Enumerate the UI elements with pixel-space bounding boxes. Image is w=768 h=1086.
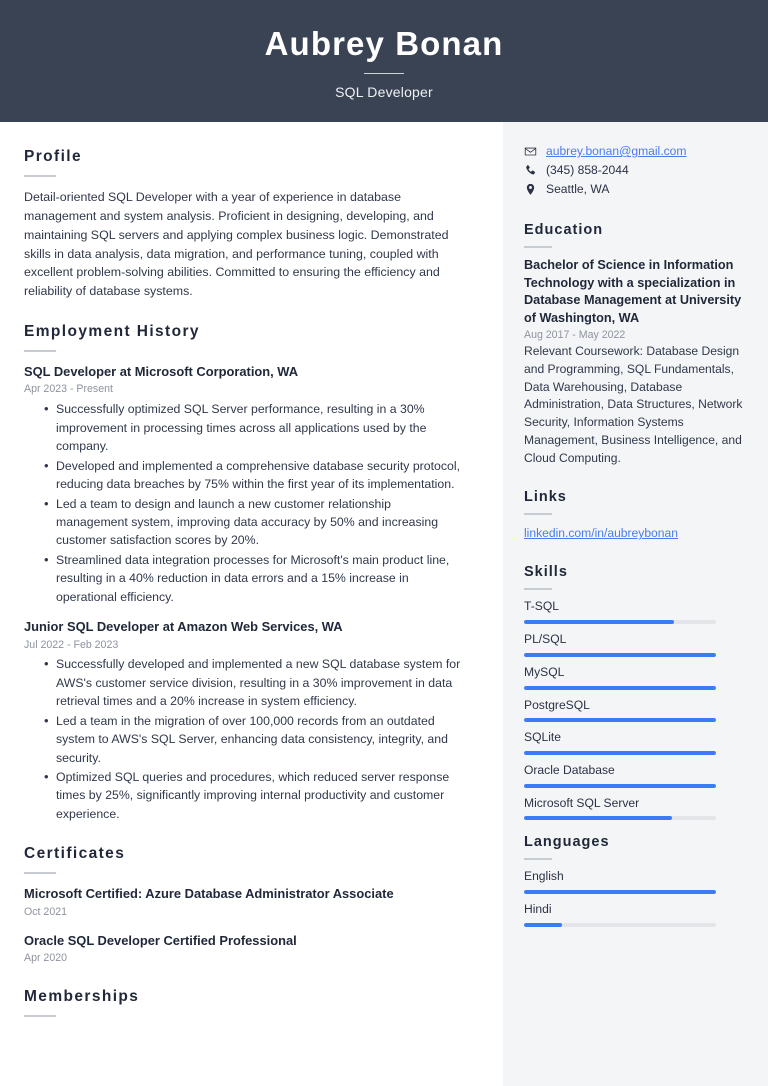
page-title: Aubrey Bonan [264, 24, 504, 62]
languages-heading-divider [524, 858, 552, 860]
section-languages [524, 834, 746, 926]
certificate-title: Microsoft Certified: Azure Database Administrator Associate [24, 886, 394, 902]
education-heading-divider [524, 246, 552, 248]
employment-entry-bullets [24, 655, 465, 823]
language-bar-track [524, 923, 716, 927]
contact-list [524, 144, 746, 196]
main-column [0, 122, 503, 1086]
list-item: • Successfully developed and implemented a new SQL database system for AWS's customer service division, resulting in a 30% improvement in data retrieval times and a 20% increase in system efficiency. [44, 655, 465, 710]
certificates-heading: Certificates [24, 845, 126, 863]
certificates-heading-divider [24, 872, 56, 874]
language-label: Hindi [524, 902, 552, 917]
employment-entry-title: Junior SQL Developer at Amazon Web Services, WA [24, 619, 343, 635]
sidebar-column [503, 122, 768, 1086]
language-bar-track [524, 890, 716, 894]
skills-heading: Skills [524, 564, 568, 581]
section-certificates [24, 845, 465, 966]
certificate-entry [24, 932, 465, 966]
location-value: Seattle, WA [546, 182, 610, 196]
envelope-icon [524, 145, 537, 158]
skill-label: Oracle Database [524, 763, 615, 778]
employment-entry-date: Apr 2023 - Present [24, 383, 113, 396]
skill-item [524, 665, 746, 690]
employment-entry-title: SQL Developer at Microsoft Corporation, WA [24, 364, 299, 380]
skills-heading-divider [524, 588, 552, 590]
header-job-title: SQL Developer [335, 84, 433, 101]
employment-entry-bullets [24, 400, 465, 606]
header-divider [364, 73, 404, 74]
skill-label: MySQL [524, 664, 565, 679]
skill-label: SQLite [524, 730, 561, 745]
language-item [524, 902, 746, 927]
resume-body [0, 122, 768, 1086]
skill-label: PL/SQL [524, 632, 567, 647]
skill-label: Microsoft SQL Server [524, 795, 640, 810]
skill-bar-track [524, 718, 716, 722]
phone-icon [524, 164, 537, 177]
employment-heading: Employment History [24, 323, 200, 341]
certificate-title: Oracle SQL Developer Certified Professional [24, 932, 297, 948]
memberships-heading-divider [24, 1015, 56, 1017]
linkedin-link[interactable]: linkedin.com/in/aubreybonan [524, 526, 678, 541]
employment-entry [24, 363, 465, 606]
skill-bar-track [524, 816, 716, 820]
profile-text: Detail-oriented SQL Developer with a year of experience in database management and system analysis. Proficient in designing, developing, and maintaining SQL servers and applying complex business logic. Demonstrated skills in data analysis, data migration, and performance tuning, coupled with excellent problem-solving abilities. Committed to ensuring the efficiency and reliability of database systems. [24, 190, 449, 299]
employment-entry-date: Jul 2022 - Feb 2023 [24, 638, 119, 651]
employment-entry [24, 618, 465, 823]
contact-phone [524, 163, 746, 177]
skill-bar-fill [524, 718, 716, 722]
skill-bar-track [524, 751, 716, 755]
list-item: • Led a team in the migration of over 100,000 records from an outdated system to AWS's SQL Server, enhancing data consistency, integrity, and security. [44, 712, 465, 767]
links-heading-divider [524, 513, 552, 515]
location-pin-icon [524, 183, 537, 196]
skill-bar-fill [524, 620, 674, 624]
email-link[interactable]: aubrey.bonan@gmail.com [546, 144, 687, 158]
languages-heading: Languages [524, 834, 610, 851]
employment-heading-divider [24, 350, 56, 352]
skill-bar-fill [524, 784, 716, 788]
section-education [524, 222, 746, 467]
education-date: Aug 2017 - May 2022 [524, 329, 626, 342]
list-item: • Developed and implemented a comprehensive database security protocol, reducing data breaches by 75% within the first year of its implementation. [44, 457, 465, 494]
skill-bar-fill [524, 653, 716, 657]
skill-label: T-SQL [524, 599, 559, 614]
language-item [524, 869, 746, 894]
skill-item [524, 698, 746, 723]
contact-location [524, 182, 746, 196]
language-bar-fill [524, 890, 716, 894]
resume-header [0, 0, 768, 122]
skill-label: PostgreSQL [524, 697, 590, 712]
skill-bar-track [524, 620, 716, 624]
links-list [524, 524, 746, 542]
education-heading: Education [524, 222, 604, 238]
contact-email [524, 144, 746, 158]
certificate-date: Oct 2021 [24, 905, 67, 918]
skill-bar-track [524, 686, 716, 690]
skill-item [524, 763, 746, 788]
language-label: English [524, 869, 564, 884]
skill-item [524, 730, 746, 755]
skill-bar-fill [524, 751, 716, 755]
skill-bar-track [524, 784, 716, 788]
list-item: • Optimized SQL queries and procedures, which reduced server response times by 25%, significantly improving internal productivity and customer experience. [44, 768, 465, 823]
memberships-heading: Memberships [24, 987, 140, 1005]
list-item: • Successfully optimized SQL Server performance, resulting in a 30% improvement in processing times across all applications used by the company. [44, 400, 465, 455]
skill-item [524, 796, 746, 821]
list-item: • Led a team to design and launch a new customer relationship management system, improving data accuracy by 50% and increasing customer satisfaction scores by 20%. [44, 495, 465, 550]
education-title: Bachelor of Science in Information Technology with a specialization in Database Management at University of Washington, WA [524, 258, 742, 325]
education-description: Relevant Coursework: Database Design and Programming, SQL Fundamentals, Data Warehousing, Database Administration, Data Structures, Network Security, Information Systems Management, Business Intelligence, and Cloud Computing. [524, 344, 743, 465]
section-employment-history [24, 323, 465, 823]
phone-value: (345) 858-2044 [546, 163, 629, 177]
skill-bar-fill [524, 816, 672, 820]
profile-heading: Profile [24, 148, 83, 165]
profile-heading-divider [24, 175, 56, 177]
certificate-entry [24, 885, 465, 919]
skill-bar-track [524, 653, 716, 657]
section-links [524, 489, 746, 542]
skill-item [524, 599, 746, 624]
section-skills [524, 564, 746, 820]
language-bar-fill [524, 923, 562, 927]
section-memberships [24, 988, 465, 1017]
skill-item [524, 632, 746, 657]
certificate-date: Apr 2020 [24, 951, 67, 964]
list-item: • Streamlined data integration processes for Microsoft's main product line, resulting in a 40% reduction in data errors and a 15% increase in operational efficiency. [44, 551, 465, 606]
skill-bar-fill [524, 686, 716, 690]
links-heading: Links [524, 489, 567, 506]
section-profile [24, 148, 465, 301]
